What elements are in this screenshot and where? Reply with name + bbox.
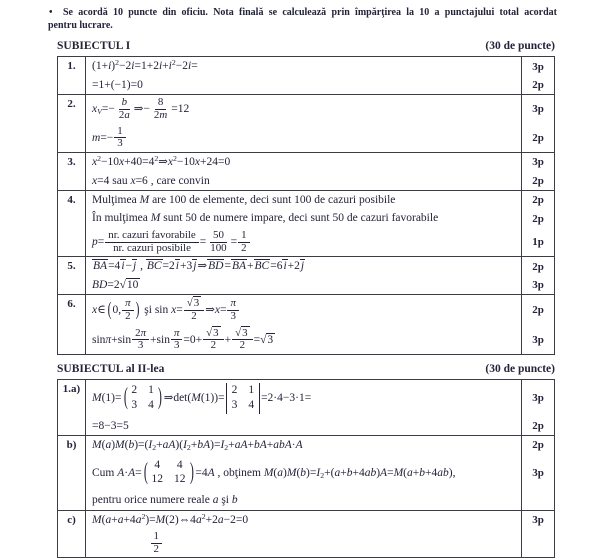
- points-cell: 1p: [521, 228, 554, 257]
- solution-lines: [86, 57, 554, 94]
- solution-lines: [86, 380, 554, 435]
- solution-line: [86, 191, 554, 209]
- solution-line: [86, 529, 554, 558]
- points-cell: 2p: [521, 172, 554, 190]
- solution-line: [86, 511, 554, 529]
- points-cell: 3p: [521, 57, 554, 75]
- solution-content: x=4 sau x=6 , care convin: [92, 174, 210, 187]
- section-header: [57, 40, 555, 52]
- section-header: [57, 363, 555, 375]
- points-cell: 3p: [521, 95, 554, 124]
- solution-line: [86, 417, 554, 435]
- points-cell: [521, 529, 554, 558]
- table-row: [58, 191, 554, 257]
- solution-content: $x_V=-$ $\frac{b}{2a}$ ⇒− $\frac{8}{2m}$ =12: [92, 96, 190, 121]
- solution-content: x∈ ( 0, $\frac{\pi}{2}$ ) şi sin x= $\frac{√3}{2}$ ⇒x= $\frac{\pi}{3}$: [86, 295, 521, 326]
- solution-lines: [86, 295, 554, 354]
- row-number: 5.: [58, 257, 86, 294]
- solution-line: [86, 57, 554, 75]
- points-cell: 3p: [521, 276, 554, 294]
- solution-line: [86, 76, 554, 94]
- answers-table: [57, 379, 555, 558]
- solution-content: M(1)= ( 2 1 3 4 ) ⇒det(M(1))= 2 1 3 4 =2·4−3·1=: [86, 380, 521, 417]
- solution-line: [86, 172, 554, 190]
- solution-lines: [86, 436, 554, 509]
- solution-lines: [86, 191, 554, 256]
- solution-content: p= $\frac{\text{nr. cazuri favorabile}}{\text{nr. cazuri posibile}}$ = $\frac{50}{100}$ = $\frac{1}{2}$: [86, 228, 521, 257]
- solution-line: [86, 436, 554, 454]
- sections: [0, 40, 607, 558]
- solution-content: $(1+i)^2-2i=1+2i+i^2-2i=$: [92, 58, 198, 73]
- row-number: b): [58, 436, 86, 509]
- solution-line: [86, 276, 554, 294]
- solution-content: Cum A·A= ( 4 4 12 12 ) =4A , obţinem $M(a)M(b)=I_2+(a+b+4ab)A=M(a+b+4ab)$,: [92, 458, 456, 486]
- table-row: [58, 295, 554, 354]
- table-row: [58, 257, 554, 295]
- points-cell: 3p: [521, 153, 554, 171]
- points-cell: 2p: [521, 76, 554, 94]
- solution-content: În mulţimea M sunt 50 de numere impare, deci sunt 50 de cazuri favorabile: [92, 212, 439, 225]
- points-cell: 3p: [521, 326, 554, 355]
- solution-content: $M(a)M(b)=(I_2+aA)(I_2+bA)=I_2+aA+bA+abA\cdot A$: [92, 439, 303, 453]
- solution-lines: [86, 511, 554, 558]
- solution-line: [86, 455, 554, 492]
- points-cell: 2p: [521, 257, 554, 275]
- note-line-2: pentru lucrare.: [48, 20, 113, 32]
- points-cell: [521, 491, 554, 509]
- points-cell: 3p: [521, 455, 554, 492]
- solution-content: $\frac{1}{2}$: [86, 529, 521, 558]
- solution-content: $x^2-10x+40=4^2\Rightarrow x^2-10x+24=0$: [92, 154, 231, 169]
- solution-content: pentru orice numere reale a şi b: [92, 494, 238, 507]
- solution-content: BD=2√10: [92, 278, 139, 291]
- answers-table: [57, 56, 555, 355]
- table-row: [58, 436, 554, 510]
- row-number: c): [58, 511, 86, 558]
- solution-line: [86, 295, 554, 326]
- solution-line: [86, 95, 554, 124]
- points-cell: 3p: [521, 511, 554, 529]
- row-number: 3.: [58, 153, 86, 190]
- section-title: SUBIECTUL al II-lea: [57, 363, 165, 376]
- section-title: SUBIECTUL I: [57, 40, 131, 53]
- note-line-1: Se acordă 10 puncte din oficiu. Nota finală se calculează prin împărţirea la 10 a punctajului total acordat: [63, 7, 557, 18]
- office-points-note: [48, 6, 557, 32]
- row-number: 1.a): [58, 380, 86, 435]
- points-cell: 2p: [521, 436, 554, 454]
- points-cell: 2p: [521, 191, 554, 209]
- solution-content: =8−3=5: [92, 419, 129, 432]
- solution-lines: [86, 95, 554, 152]
- table-row: [58, 511, 554, 558]
- solution-line: [86, 209, 554, 227]
- solution-lines: [86, 153, 554, 190]
- solution-line: [86, 124, 554, 153]
- bullet-icon: •: [49, 7, 53, 18]
- table-row: [58, 95, 554, 153]
- table-row: [58, 153, 554, 191]
- solution-content: =1+(−1)=0: [92, 78, 143, 91]
- section-points-label: (30 de puncte): [485, 363, 555, 376]
- solution-line: [86, 257, 554, 275]
- solution-content: BA=4i−j , BC=2i+3j⇒BD=BA+BC=6i+2j: [93, 260, 305, 273]
- solution-content: $M(a+a+4a^2)=M(2)\Leftrightarrow 4a^2+2a-2=0$: [92, 511, 249, 526]
- section-points-label: (30 de puncte): [485, 40, 555, 53]
- points-cell: 2p: [521, 417, 554, 435]
- solution-lines: [86, 257, 554, 294]
- row-number: 4.: [58, 191, 86, 256]
- row-number: 6.: [58, 295, 86, 354]
- points-cell: 2p: [521, 124, 554, 153]
- solution-content: m=− $\frac{1}{3}$: [86, 124, 521, 153]
- solution-line: [86, 380, 554, 417]
- points-cell: 2p: [521, 209, 554, 227]
- exam-grading-document: [0, 6, 607, 555]
- points-cell: 2p: [521, 295, 554, 326]
- row-number: 2.: [58, 95, 86, 152]
- solution-line: [86, 153, 554, 171]
- solution-line: [86, 228, 554, 257]
- table-row: [58, 57, 554, 95]
- solution-content: sinπ+sin $\frac{2\pi}{3}$ +sin $\frac{\pi}{3}$ =0+ $\frac{√3}{2}$ + $\frac{√3}{2}$ =√3: [92, 326, 274, 352]
- table-row: [58, 380, 554, 436]
- solution-line: [86, 326, 554, 355]
- solution-line: [86, 491, 554, 509]
- row-number: 1.: [58, 57, 86, 94]
- points-cell: 3p: [521, 380, 554, 417]
- solution-content: Mulţimea M are 100 de elemente, deci sunt 100 de cazuri posibile: [92, 194, 396, 206]
